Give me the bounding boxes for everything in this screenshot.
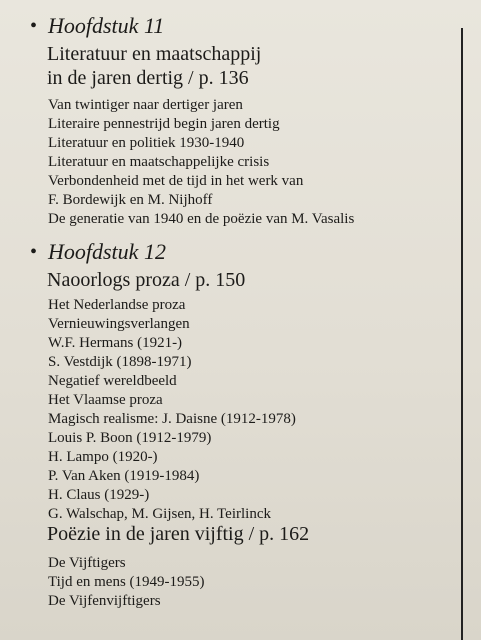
toc-item: De generatie van 1940 en de poëzie van M. Vasalis — [48, 211, 355, 227]
toc-item: F. Bordewijk en M. Nijhoff — [48, 192, 213, 208]
chapter-title-12: Hoofdstuk 12 — [48, 239, 166, 264]
chapter-heading: in de jaren dertig / p. 136 — [47, 67, 249, 89]
toc-item: De Vijfenvijftigers — [48, 593, 161, 609]
toc-item: Literatuur en politiek 1930-1940 — [48, 135, 245, 151]
toc-item: H. Claus (1929-) — [48, 487, 150, 503]
toc-item: Literaire pennestrijd begin jaren dertig — [48, 116, 280, 132]
toc-item: Vernieuwingsverlangen — [48, 316, 190, 332]
margin-rule — [461, 28, 463, 640]
toc-item: W.F. Hermans (1921-) — [48, 335, 183, 351]
toc-item: Literatuur en maatschappelijke crisis — [48, 154, 270, 170]
toc-item: S. Vestdijk (1898-1971) — [48, 354, 192, 370]
section-subheading: Poëzie in de jaren vijftig / p. 162 — [47, 523, 310, 545]
toc-item: Verbondenheid met de tijd in het werk van — [48, 173, 304, 189]
toc-item: H. Lampo (1920-) — [48, 449, 158, 465]
toc-item: Negatief wereldbeeld — [48, 373, 177, 389]
chapter-heading: Literatuur en maatschappij — [47, 43, 262, 65]
chapter-bullet: • — [30, 15, 38, 37]
toc-item: Magisch realisme: J. Daisne (1912-1978) — [48, 411, 296, 427]
chapter-bullet: • — [30, 241, 38, 263]
chapter-title-11: Hoofdstuk 11 — [48, 13, 165, 38]
toc-item: G. Walschap, M. Gijsen, H. Teirlinck — [48, 506, 271, 522]
toc-item: Tijd en mens (1949-1955) — [48, 574, 205, 590]
toc-item: Het Vlaamse proza — [48, 392, 163, 408]
toc-item: P. Van Aken (1919-1984) — [48, 468, 200, 484]
chapter-heading: Naoorlogs proza / p. 150 — [47, 269, 246, 291]
toc-item: Het Nederlandse proza — [48, 297, 186, 313]
toc-item: De Vijftigers — [48, 555, 126, 571]
toc-item: Louis P. Boon (1912-1979) — [48, 430, 212, 446]
toc-item: Van twintiger naar dertiger jaren — [48, 97, 243, 113]
